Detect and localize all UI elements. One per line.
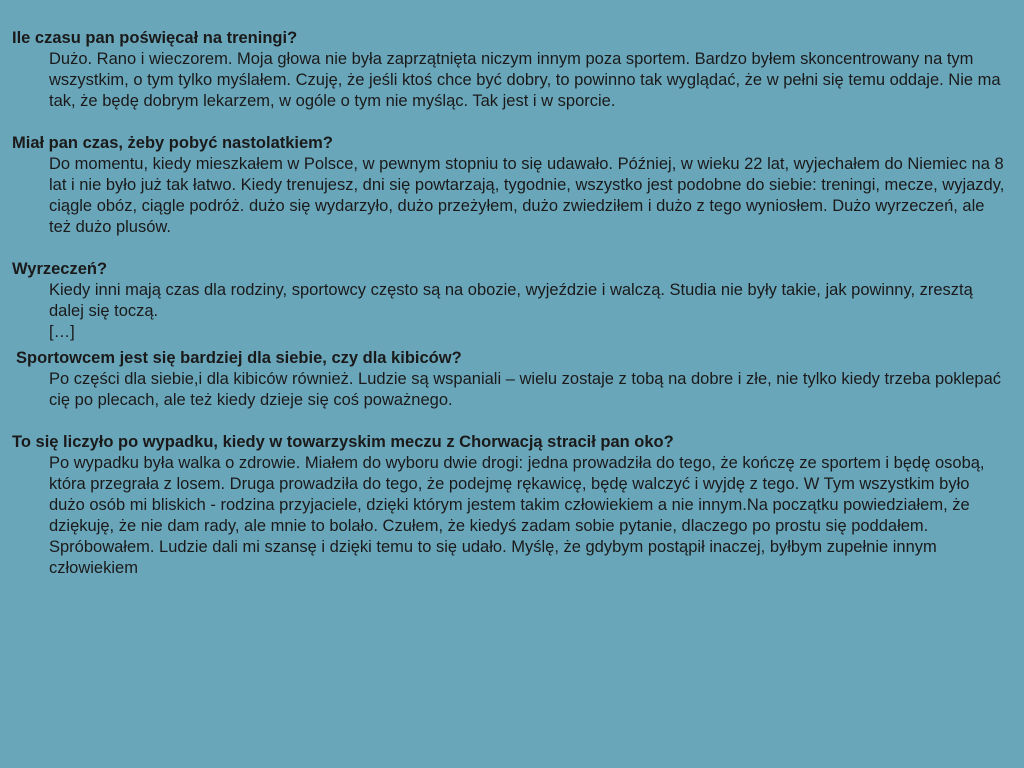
question-text: Sportowcem jest się bardziej dla siebie, czy dla kibiców? xyxy=(16,349,462,367)
omission-marker: […] xyxy=(49,323,75,341)
qa-block-5 xyxy=(12,432,1008,579)
qa-block-4 xyxy=(12,348,1008,411)
qa-block-3 xyxy=(12,259,1008,342)
answer-text: Do momentu, kiedy mieszkałem w Polsce, w pewnym stopniu to się udawało. Później, w wieku 22 lat, wyjechałem do Niemiec na 8 lat i nie było już tak łatwo. Kiedy trenujesz, dni się powtarzają, tygodnie, wszystko jest podobne do siebie: treningi, mecze, wyjazdy, ciągle obóz, ciągle podróż. dużo się wydarzyło, dużo przeżyłem, dużo zwiedziłem i dużo z tego wyniosłem. Dużo wyrzeczeń, ale też dużo plusów. xyxy=(49,155,1005,236)
answer-text: Po wypadku była walka o zdrowie. Miałem do wyboru dwie drogi: jedna prowadziła do tego, że kończę ze sportem i będę osobą, która przegrała z losem. Druga prowadziła do tego, że podejmę rękawicę, będę walczyć i wyjdę z tego. W Tym wszystkim było dużo osób mi bliskich - rodzina przyjaciele, dzięki którym jestem takim człowiekiem a nie innym.Na początku powiedziałem, że dziękuję, że nie dam rady, ale mnie to bolało. Czułem, że kiedyś zadam sobie pytanie, dlaczego po prostu się poddałem. Spróbowałem. Ludzie dali mi szansę i dzięki temu to się udało. Myślę, że gdybym postąpił inaczej, byłbym zupełnie innym człowiekiem xyxy=(49,454,985,577)
question-text: Ile czasu pan poświęcał na treningi? xyxy=(12,29,298,47)
answer-text: Kiedy inni mają czas dla rodziny, sportowcy często są na obozie, wyjeździe i walczą. Studia nie były takie, jak powinny, zresztą dalej się toczą. xyxy=(49,281,973,320)
answer-text: Dużo. Rano i wieczorem. Moja głowa nie była zaprzątnięta niczym innym poza sportem. Bardzo byłem skoncentrowany na tym wszystkim, o tym tylko myślałem. Czuję, że jeśli ktoś chce być dobry, to powinno tak wyglądać, że w pełni się temu oddaje. Nie ma tak, że będę dobrym lekarzem, w ogóle o tym nie myśląc. Tak jest i w sporcie. xyxy=(49,50,1001,110)
answer-text: Po części dla siebie,i dla kibiców również. Ludzie są wspaniali – wielu zostaje z tobą na dobre i złe, nie tylko kiedy trzeba poklepać cię po plecach, ale też kiedy dzieje się coś poważnego. xyxy=(49,370,1002,409)
question-text: Wyrzeczeń? xyxy=(12,260,108,278)
qa-block-1 xyxy=(12,28,1008,112)
question-text: Miał pan czas, żeby pobyć nastolatkiem? xyxy=(12,134,333,152)
question-text: To się liczyło po wypadku, kiedy w towarzyskim meczu z Chorwacją stracił pan oko? xyxy=(12,433,674,451)
qa-block-2 xyxy=(12,133,1008,238)
